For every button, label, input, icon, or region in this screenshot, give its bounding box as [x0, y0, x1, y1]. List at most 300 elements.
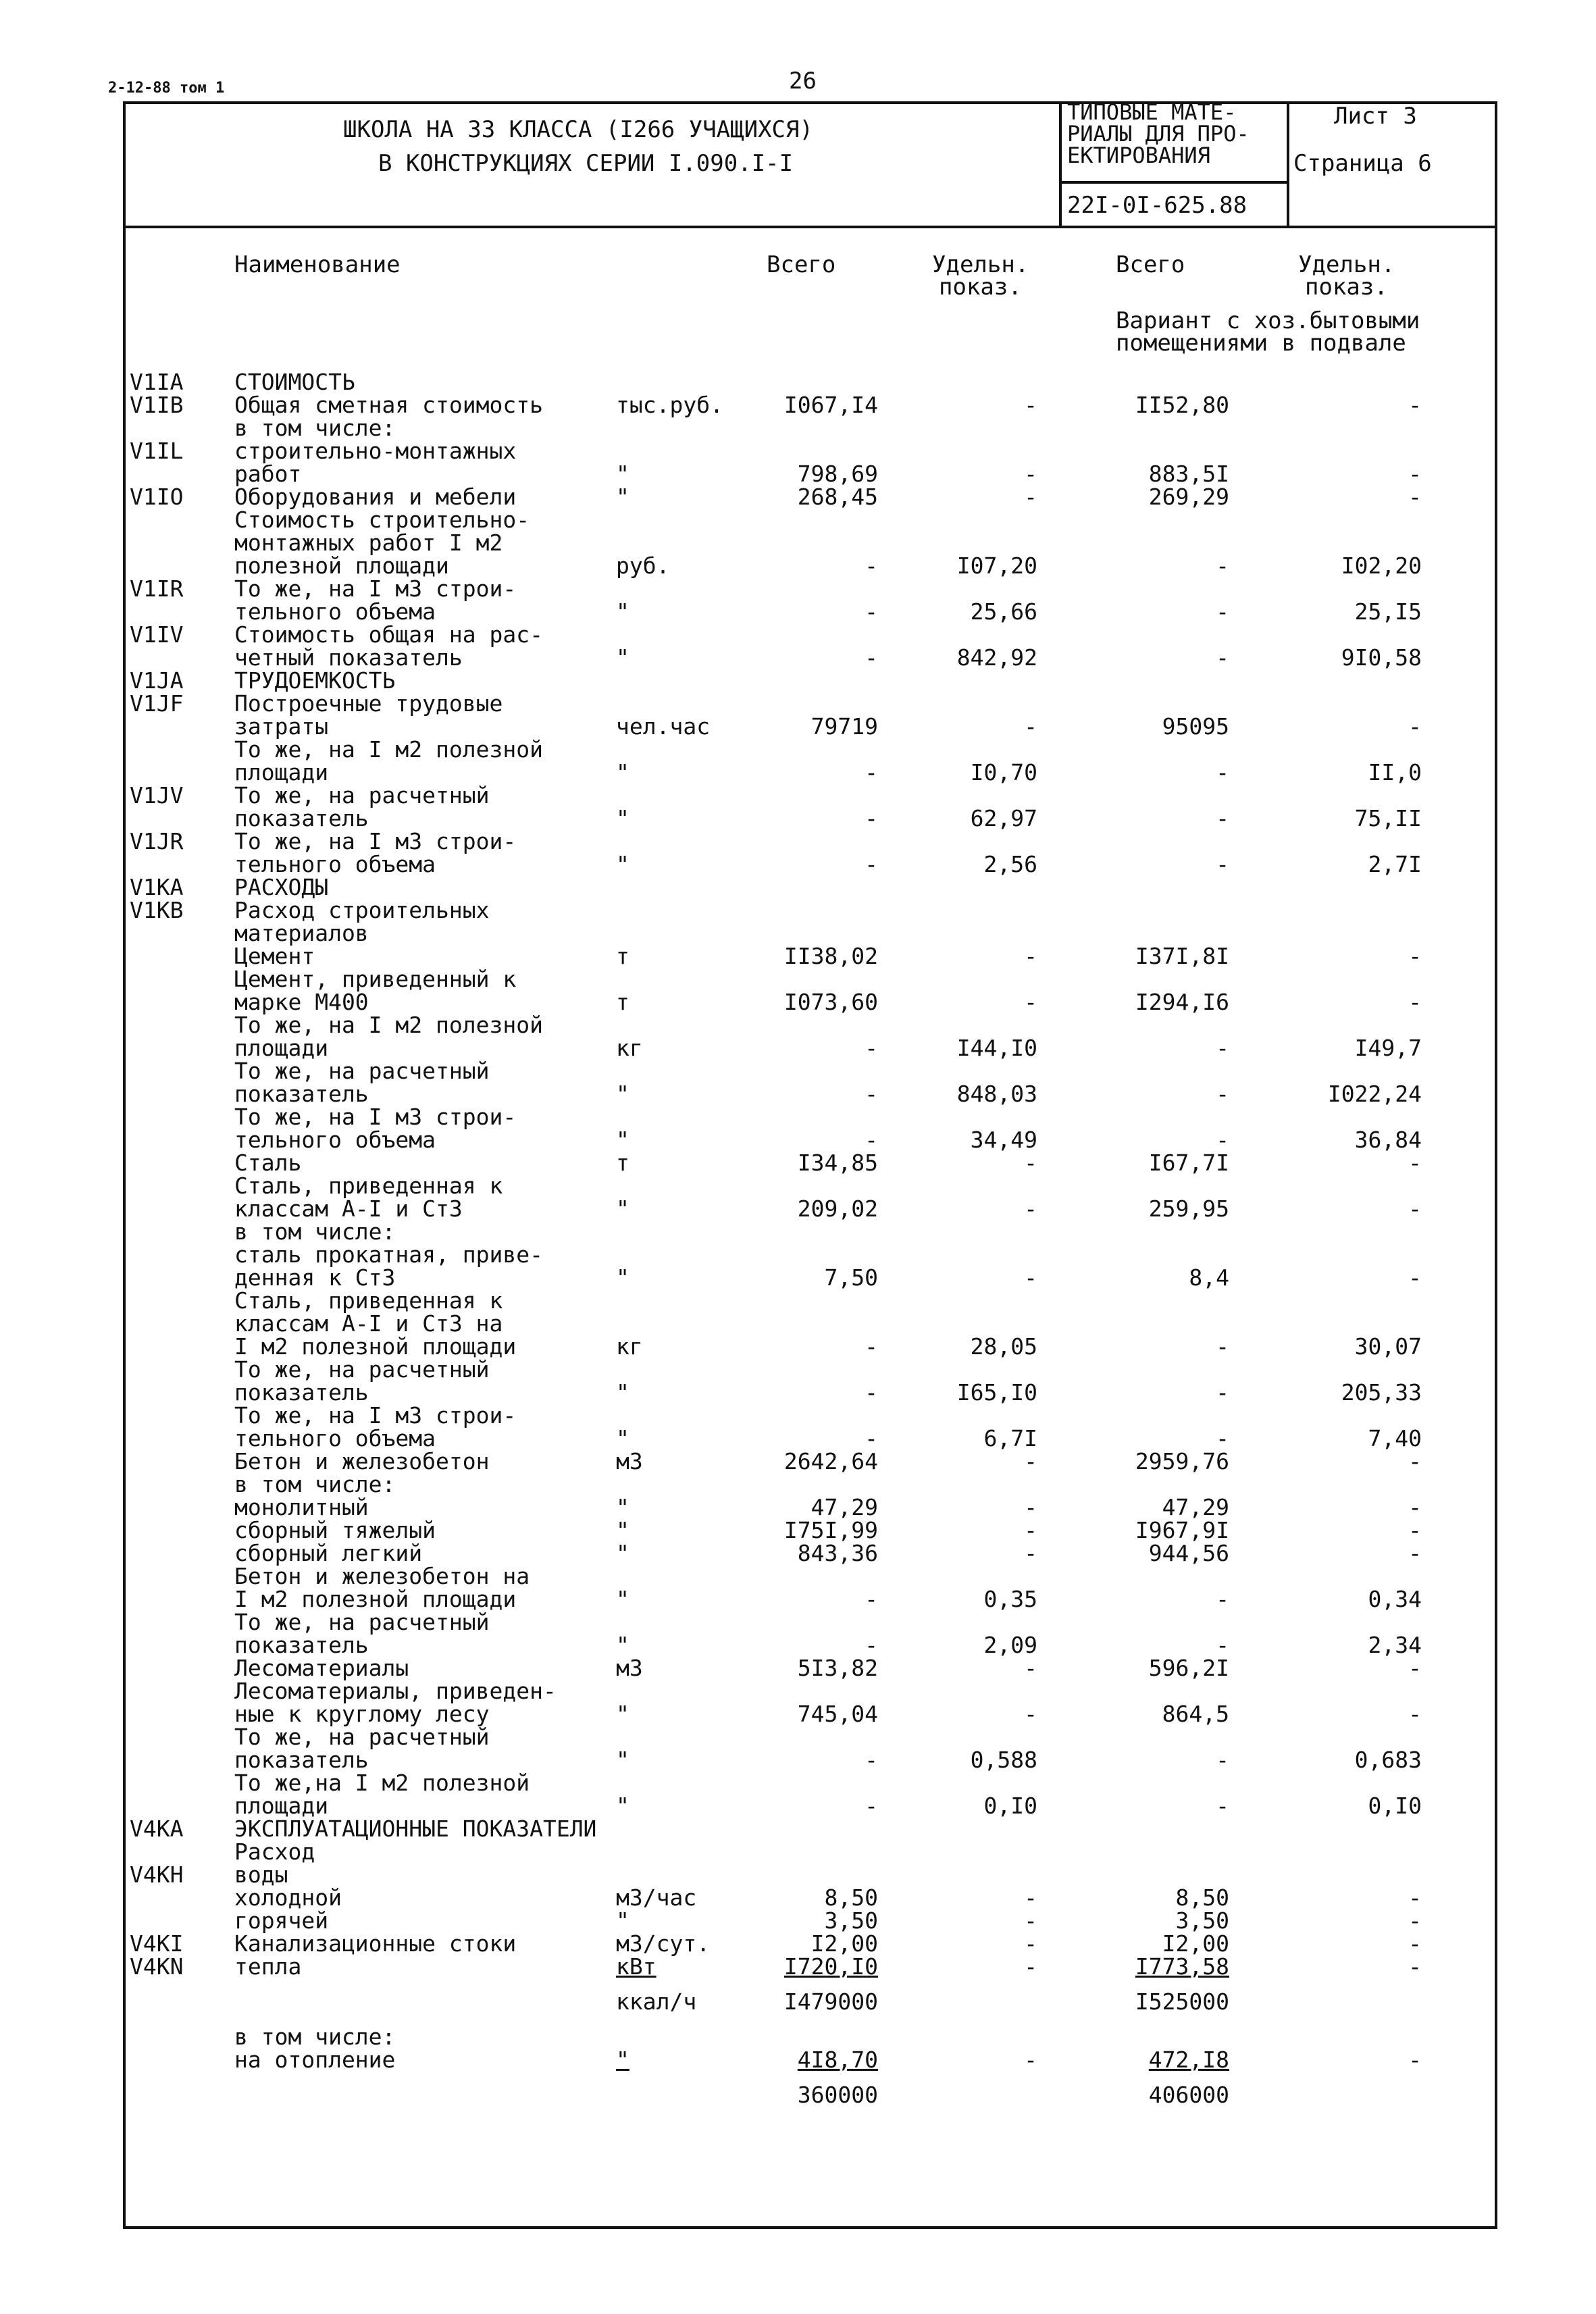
row-name: Лесоматериалы, приведен-: [234, 1678, 557, 1704]
row-specific-2: 75,II: [1354, 805, 1422, 831]
row-unit: ": [616, 484, 629, 510]
row-unit: ": [616, 1793, 629, 1819]
row-name: показатель: [234, 1747, 369, 1773]
row-total-1: I067,I4: [783, 392, 878, 418]
row-total-1: 798,69: [797, 461, 878, 487]
table-row: [0, 1289, 1596, 1313]
row-name: РАСХОДЫ: [234, 874, 329, 900]
column-header-specific-2-line-1: Удельн.: [1298, 251, 1395, 278]
row-total-1: II38,02: [783, 943, 878, 969]
table-row: [0, 1220, 1596, 1244]
row-total-1: I720,I0: [783, 1953, 878, 1980]
row-unit: м3: [616, 1448, 643, 1474]
row-specific-2: -: [1408, 1907, 1422, 1934]
row-total-2: 8,50: [1175, 1884, 1229, 1911]
row-code: V1IR: [130, 575, 184, 602]
row-name: сборный легкий: [234, 1540, 423, 1566]
row-unit: ": [616, 1701, 629, 1727]
table-row: [0, 646, 1596, 670]
table-row: [0, 692, 1596, 716]
row-name: показатель: [234, 805, 369, 831]
row-specific-2: II,0: [1368, 759, 1422, 786]
row-total-2: -: [1216, 1333, 1229, 1360]
table-row: [0, 1955, 1596, 1979]
row-unit: ": [616, 851, 629, 877]
typical-materials-code: 22I-0I-625.88: [1067, 192, 1247, 219]
table-row: [0, 1312, 1596, 1336]
row-specific-1: -: [1024, 989, 1037, 1015]
row-code: V1JA: [130, 667, 184, 694]
row-specific-1: 848,03: [956, 1081, 1037, 1107]
row-total-2: -: [1216, 552, 1229, 579]
row-name: классам А-I и Ст3: [234, 1195, 463, 1222]
row-total-1: 47,29: [810, 1494, 878, 1520]
row-unit: кВт: [616, 1953, 657, 1980]
row-specific-1: -: [1024, 392, 1037, 418]
table-row: [0, 370, 1596, 394]
table-row: [0, 738, 1596, 762]
row-total-1: 3,50: [824, 1907, 878, 1934]
table-row: [0, 1426, 1596, 1451]
table-row: [0, 1381, 1596, 1405]
row-total-1: I479000: [783, 1988, 878, 2015]
row-specific-2: -: [1408, 1494, 1422, 1520]
table-row: [0, 1335, 1596, 1359]
row-total-2: 8,4: [1189, 1264, 1229, 1291]
row-total-2: I967,9I: [1135, 1517, 1229, 1543]
code-cell-line: [1059, 181, 1288, 184]
row-name: монолитный: [234, 1494, 369, 1520]
row-unit: ": [616, 805, 629, 831]
row-total-2: 406000: [1148, 2082, 1229, 2108]
table-row: [0, 967, 1596, 992]
row-code: V1JV: [130, 782, 184, 808]
row-code: V1KB: [130, 897, 184, 923]
row-name: Оборудования и мебели: [234, 484, 517, 510]
row-name: То же, на I м3 строи-: [234, 828, 517, 854]
table-row: [0, 531, 1596, 555]
row-name: Сталь, приведенная к: [234, 1287, 503, 1314]
row-name: То же, на I м3 строи-: [234, 575, 517, 602]
row-specific-1: 0,588: [970, 1747, 1037, 1773]
row-name: материалов: [234, 920, 369, 946]
table-row: [0, 875, 1596, 900]
row-specific-1: 28,05: [970, 1333, 1037, 1360]
typical-materials-line-3: ЕКТИРОВАНИЯ: [1067, 143, 1210, 168]
row-unit: т: [616, 989, 629, 1015]
row-total-1: I2,00: [810, 1930, 878, 1957]
row-total-1: 745,04: [797, 1701, 878, 1727]
row-name: I м2 полезной площади: [234, 1586, 517, 1612]
row-specific-1: I07,20: [956, 552, 1037, 579]
row-specific-1: -: [1024, 1150, 1037, 1176]
row-name: площади: [234, 759, 329, 786]
row-unit: ": [616, 1494, 629, 1520]
row-name: Сталь: [234, 1150, 302, 1176]
table-row: [0, 1817, 1596, 1841]
row-name: Общая сметная стоимость: [234, 392, 543, 418]
row-name: То же, на I м3 строи-: [234, 1402, 517, 1429]
row-total-1: -: [865, 1035, 878, 1061]
row-specific-2: -: [1408, 1517, 1422, 1543]
row-specific-1: -: [1024, 1907, 1037, 1934]
typical-materials-line-2: РИАЛЫ ДЛЯ ПРО-: [1067, 121, 1250, 147]
row-name: То же, на расчетный: [234, 1724, 490, 1750]
table-row: [0, 1174, 1596, 1198]
table-row: [0, 1932, 1596, 1956]
row-specific-2: -: [1408, 943, 1422, 969]
row-specific-1: -: [1024, 484, 1037, 510]
row-name: площади: [234, 1793, 329, 1819]
row-unit: ": [616, 1425, 629, 1451]
row-unit: т: [616, 943, 629, 969]
row-total-1: -: [865, 1081, 878, 1107]
table-row: [0, 1610, 1596, 1635]
table-row: [0, 2048, 1596, 2072]
column-header-total-1: Всего: [767, 251, 836, 278]
row-name: То же,на I м2 полезной: [234, 1770, 530, 1796]
document-code: 2-12-88 том 1: [108, 80, 225, 97]
row-total-1: 8,50: [824, 1884, 878, 1911]
row-total-1: 79719: [810, 713, 878, 740]
row-name: показатель: [234, 1379, 369, 1406]
row-total-1: -: [865, 805, 878, 831]
row-specific-2: I022,24: [1327, 1081, 1422, 1107]
row-total-1: -: [865, 644, 878, 671]
row-specific-2: 7,40: [1368, 1425, 1422, 1451]
page-label: Страница 6: [1293, 150, 1432, 177]
row-name: полезной площади: [234, 552, 449, 579]
row-specific-2: -: [1408, 1701, 1422, 1727]
table-row: [0, 508, 1596, 532]
row-total-2: -: [1216, 1081, 1229, 1107]
row-total-2: I37I,8I: [1135, 943, 1229, 969]
table-row: [0, 1495, 1596, 1520]
row-specific-1: 0,35: [983, 1586, 1037, 1612]
row-specific-2: -: [1408, 2047, 1422, 2073]
table-row: [0, 1036, 1596, 1060]
row-name: показатель: [234, 1632, 369, 1658]
row-name: тепла: [234, 1953, 302, 1980]
row-specific-1: 842,92: [956, 644, 1037, 671]
table-row: [0, 554, 1596, 578]
row-specific-1: 6,7I: [983, 1425, 1037, 1451]
row-total-1: 268,45: [797, 484, 878, 510]
row-specific-1: -: [1024, 1655, 1037, 1681]
row-name: ные к круглому лесу: [234, 1701, 490, 1727]
title-line-2: В КОНСТРУКЦИЯХ СЕРИИ I.090.I-I: [378, 150, 794, 177]
row-name: тельного объема: [234, 1425, 436, 1451]
table-row: [0, 1151, 1596, 1175]
row-total-2: 269,29: [1148, 484, 1229, 510]
row-name: Цемент, приведенный к: [234, 966, 517, 992]
row-unit: руб.: [616, 552, 670, 579]
row-total-2: -: [1216, 1747, 1229, 1773]
row-total-1: -: [865, 552, 878, 579]
row-total-2: -: [1216, 1127, 1229, 1153]
row-total-1: 7,50: [824, 1264, 878, 1291]
row-name: тельного объема: [234, 598, 436, 625]
row-specific-2: -: [1408, 1195, 1422, 1222]
row-code: V1IA: [130, 369, 184, 395]
row-unit: т: [616, 1150, 629, 1176]
row-specific-1: -: [1024, 1195, 1037, 1222]
table-row: [0, 1472, 1596, 1497]
table-row: [0, 1633, 1596, 1657]
row-code: V1IB: [130, 392, 184, 418]
row-total-2: I67,7I: [1148, 1150, 1229, 1176]
row-name: четный показатель: [234, 644, 463, 671]
row-name: Лесоматериалы: [234, 1655, 409, 1681]
variant-note-line-1: Вариант с хоз.бытовыми: [1116, 307, 1420, 334]
row-total-2: 259,95: [1148, 1195, 1229, 1222]
table-row: [0, 1105, 1596, 1129]
table-row: [0, 1794, 1596, 1818]
row-name: строительно-монтажных: [234, 438, 517, 464]
table-row: [0, 1886, 1596, 1910]
title-block-divider-2: [1287, 101, 1289, 227]
page-number: 26: [789, 68, 817, 95]
row-total-1: 5I3,82: [797, 1655, 878, 1681]
row-total-2: 2959,76: [1135, 1448, 1229, 1474]
row-name: Расход: [234, 1839, 315, 1865]
row-specific-1: 34,49: [970, 1127, 1037, 1153]
row-specific-2: 9I0,58: [1341, 644, 1422, 671]
row-total-2: 944,56: [1148, 1540, 1229, 1566]
row-name: воды: [234, 1861, 288, 1888]
row-total-1: -: [865, 759, 878, 786]
row-unit: ": [616, 461, 629, 487]
column-header-specific-1-line-2: показ.: [939, 274, 1022, 301]
row-code: V4KA: [130, 1816, 184, 1842]
row-name: затраты: [234, 713, 329, 740]
row-specific-1: -: [1024, 1930, 1037, 1957]
table-row: [0, 1128, 1596, 1152]
row-total-2: -: [1216, 1035, 1229, 1061]
table-row: [0, 852, 1596, 877]
table-row: [0, 623, 1596, 647]
table-row: [0, 1771, 1596, 1795]
row-specific-1: -: [1024, 713, 1037, 740]
table-row: [0, 829, 1596, 854]
row-name: в том числе:: [234, 2024, 396, 2050]
row-specific-2: -: [1408, 461, 1422, 487]
row-unit: тыс.руб.: [616, 392, 723, 418]
table-row: [0, 783, 1596, 808]
title-block-bottom-line: [123, 226, 1497, 228]
row-total-2: -: [1216, 759, 1229, 786]
row-name: Расход строительных: [234, 897, 490, 923]
variant-note-line-2: помещениями в подвале: [1116, 330, 1406, 357]
table-row: [0, 2083, 1596, 2107]
row-specific-2: 205,33: [1341, 1379, 1422, 1406]
row-specific-1: 0,I0: [983, 1793, 1037, 1819]
table-row: [0, 990, 1596, 1014]
row-specific-2: 2,7I: [1368, 851, 1422, 877]
row-name: То же, на I м2 полезной: [234, 736, 543, 763]
row-specific-2: 25,I5: [1354, 598, 1422, 625]
row-total-2: -: [1216, 1632, 1229, 1658]
row-unit: ": [616, 598, 629, 625]
row-unit: ": [616, 1586, 629, 1612]
row-unit: м3: [616, 1655, 643, 1681]
table-row: [0, 1404, 1596, 1428]
row-total-1: -: [865, 851, 878, 877]
row-total-1: -: [865, 1747, 878, 1773]
row-unit: кг: [616, 1035, 643, 1061]
row-total-1: 2642,64: [783, 1448, 878, 1474]
row-total-1: 209,02: [797, 1195, 878, 1222]
row-specific-2: I02,20: [1341, 552, 1422, 579]
row-specific-1: -: [1024, 1953, 1037, 1980]
row-name: Канализационные стоки: [234, 1930, 517, 1957]
row-unit: ": [616, 2047, 629, 2073]
row-name: Стоимость общая на рас-: [234, 621, 543, 648]
table-row: [0, 1449, 1596, 1474]
row-name: ТРУДОЕМКОСТЬ: [234, 667, 396, 694]
table-row: [0, 1909, 1596, 1933]
row-unit: ": [616, 644, 629, 671]
column-header-total-2: Всего: [1116, 251, 1185, 278]
column-header-name: Наименование: [234, 251, 401, 278]
row-total-2: I2,00: [1162, 1930, 1229, 1957]
table-row: [0, 715, 1596, 739]
row-specific-1: -: [1024, 1884, 1037, 1911]
row-name: тельного объема: [234, 851, 436, 877]
row-code: V4KI: [130, 1930, 184, 1957]
table-row: [0, 1541, 1596, 1566]
row-total-1: I34,85: [797, 1150, 878, 1176]
typical-materials-line-1: ТИПОВЫЕ МАТЕ-: [1067, 99, 1237, 125]
row-name: То же, на расчетный: [234, 1058, 490, 1084]
table-row: [0, 1990, 1596, 2014]
row-specific-2: -: [1408, 1448, 1422, 1474]
row-name: показатель: [234, 1081, 369, 1107]
table-row: [0, 898, 1596, 923]
row-unit: ": [616, 1127, 629, 1153]
table-row: [0, 1702, 1596, 1726]
row-name: То же, на I м2 полезной: [234, 1012, 543, 1038]
row-specific-1: -: [1024, 461, 1037, 487]
row-code: V1JR: [130, 828, 184, 854]
row-unit: кг: [616, 1333, 643, 1360]
row-total-2: -: [1216, 644, 1229, 671]
table-row: [0, 485, 1596, 509]
row-specific-1: -: [1024, 1448, 1037, 1474]
row-total-2: I773,58: [1135, 1953, 1229, 1980]
table-row: [0, 806, 1596, 831]
table-row: [0, 1679, 1596, 1703]
row-specific-1: -: [1024, 1494, 1037, 1520]
row-name: Сталь, приведенная к: [234, 1173, 503, 1199]
row-specific-2: -: [1408, 1930, 1422, 1957]
row-code: V4KH: [130, 1861, 184, 1888]
row-name: Стоимость строительно-: [234, 507, 530, 533]
row-specific-2: -: [1408, 713, 1422, 740]
row-unit: ": [616, 1907, 629, 1934]
row-name: Бетон и железобетон: [234, 1448, 490, 1474]
row-total-2: -: [1216, 851, 1229, 877]
column-header-specific-1-line-1: Удельн.: [932, 251, 1029, 278]
row-code: V1JF: [130, 690, 184, 717]
table-row: [0, 1656, 1596, 1680]
row-code: V1IV: [130, 621, 184, 648]
row-total-2: 883,5I: [1148, 461, 1229, 487]
row-name: на отопление: [234, 2047, 396, 2073]
table-row: [0, 1725, 1596, 1749]
row-unit: чел.час: [616, 713, 711, 740]
table-row: [0, 761, 1596, 785]
row-name: Построечные трудовые: [234, 690, 503, 717]
row-specific-1: -: [1024, 1701, 1037, 1727]
row-total-2: -: [1216, 1793, 1229, 1819]
row-name: марке М400: [234, 989, 369, 1015]
row-total-2: 3,50: [1175, 1907, 1229, 1934]
row-unit: ": [616, 1747, 629, 1773]
row-total-2: 47,29: [1162, 1494, 1229, 1520]
column-header-specific-2-line-2: показ.: [1305, 274, 1388, 301]
row-name: сборный тяжелый: [234, 1517, 436, 1543]
row-unit: ": [616, 1195, 629, 1222]
table-row: [0, 1518, 1596, 1543]
row-name: ЭКСПЛУАТАЦИОННЫЕ ПОКАЗАТЕЛИ: [234, 1816, 597, 1842]
row-specific-2: -: [1408, 392, 1422, 418]
row-specific-1: -: [1024, 1540, 1037, 1566]
table-row: [0, 416, 1596, 440]
table-row: [0, 2025, 1596, 2049]
row-specific-1: -: [1024, 1264, 1037, 1291]
row-total-1: I073,60: [783, 989, 878, 1015]
row-total-2: 864,5: [1162, 1701, 1229, 1727]
table-row: [0, 393, 1596, 417]
table-row: [0, 944, 1596, 969]
row-name: То же, на I м3 строи-: [234, 1104, 517, 1130]
row-unit: ": [616, 1540, 629, 1566]
row-name: холодной: [234, 1884, 342, 1911]
row-specific-2: -: [1408, 1150, 1422, 1176]
table-row: [0, 439, 1596, 463]
row-name: в том числе:: [234, 1471, 396, 1497]
row-specific-1: I44,I0: [956, 1035, 1037, 1061]
table-row: [0, 1564, 1596, 1589]
table-row: [0, 1266, 1596, 1290]
table-row: [0, 577, 1596, 601]
row-specific-2: -: [1408, 989, 1422, 1015]
row-specific-2: 2,34: [1368, 1632, 1422, 1658]
row-total-1: -: [865, 1632, 878, 1658]
row-specific-2: -: [1408, 1884, 1422, 1911]
row-unit: ": [616, 1264, 629, 1291]
row-total-2: II52,80: [1135, 392, 1229, 418]
row-total-2: 596,2I: [1148, 1655, 1229, 1681]
table-row: [0, 1059, 1596, 1083]
row-total-1: -: [865, 1333, 878, 1360]
row-name: в том числе:: [234, 415, 396, 441]
row-specific-1: -: [1024, 1517, 1037, 1543]
sheet-number: Лист 3: [1334, 103, 1417, 130]
row-total-2: -: [1216, 598, 1229, 625]
row-total-1: 360000: [797, 2082, 878, 2108]
row-name: Бетон и железобетон на: [234, 1563, 530, 1589]
table-row: [0, 1587, 1596, 1612]
row-total-2: 95095: [1162, 713, 1229, 740]
table-row: [0, 1863, 1596, 1887]
row-specific-2: -: [1408, 1655, 1422, 1681]
row-name: монтажных работ I м2: [234, 530, 503, 556]
row-specific-1: -: [1024, 2047, 1037, 2073]
row-name: денная к Ст3: [234, 1264, 396, 1291]
row-total-2: 472,I8: [1148, 2047, 1229, 2073]
